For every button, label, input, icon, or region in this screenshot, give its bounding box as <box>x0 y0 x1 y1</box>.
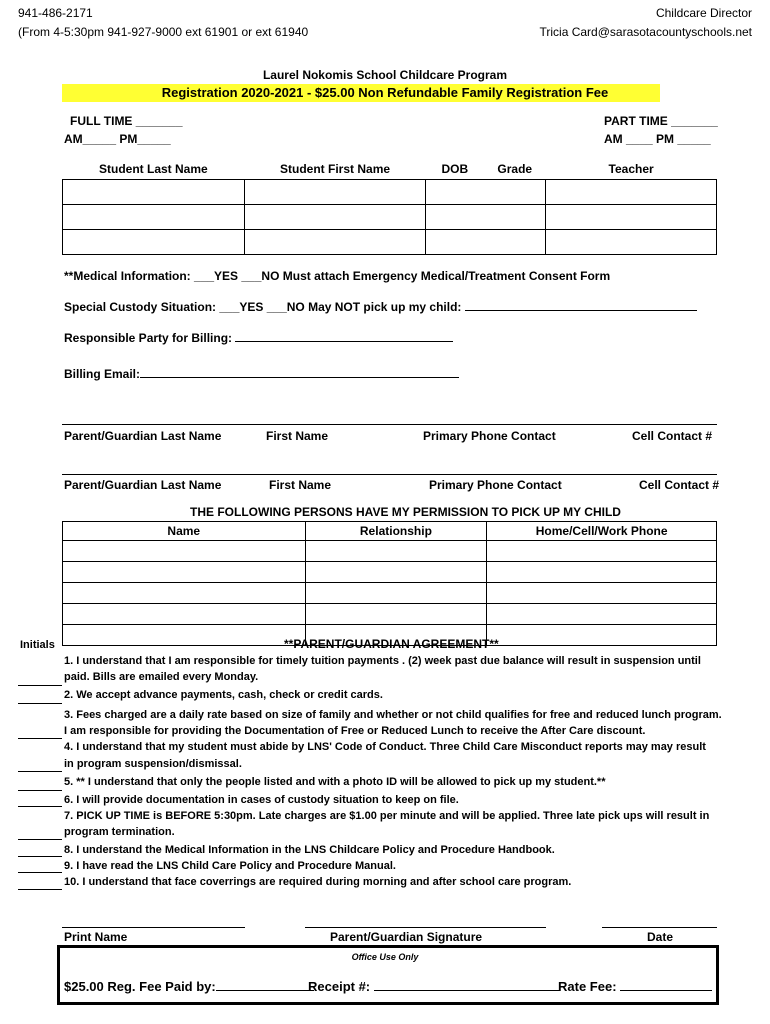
initials-blank[interactable] <box>18 685 62 686</box>
fee-paid-label: $25.00 Reg. Fee Paid by: <box>64 979 216 994</box>
billing-party-field[interactable] <box>64 331 453 345</box>
print-name-line[interactable] <box>62 927 245 928</box>
header-student-first: Student First Name <box>244 159 426 179</box>
initials-blank[interactable] <box>18 790 62 791</box>
header-pickup-phone: Home/Cell/Work Phone <box>487 522 717 541</box>
agreement-line: paid. Bills are emailed every Monday. <box>64 671 259 683</box>
medical-info-field[interactable]: **Medical Information: ___YES ___NO Must attach Emergency Medical/Treatment Consent Form <box>64 269 611 283</box>
guardian2-first-label: First Name <box>269 478 332 492</box>
rate-fee-label: Rate Fee: <box>558 979 621 994</box>
student-first-cell[interactable] <box>244 179 426 204</box>
program-title: Laurel Nokomis School Childcare Program <box>262 68 508 82</box>
guardian2-last-label: Parent/Guardian Last Name <box>64 478 222 492</box>
teacher-cell[interactable] <box>546 204 717 229</box>
pickup-relationship-cell[interactable] <box>305 583 487 604</box>
pickup-row <box>63 541 717 562</box>
pickup-phone-cell[interactable] <box>487 541 717 562</box>
pickup-row <box>63 583 717 604</box>
initials-blank[interactable] <box>18 889 62 890</box>
agreement-line: I am responsible for providing the Documentation of Free or Reduced Lunch to receive the After Care discount. <box>64 725 646 737</box>
initials-label: Initials <box>20 639 55 651</box>
pickup-phone-cell[interactable] <box>487 583 717 604</box>
custody-blank[interactable] <box>465 310 697 311</box>
initials-blank[interactable] <box>18 806 62 807</box>
header-grade: Grade <box>484 159 546 179</box>
pickup-phone-cell[interactable] <box>487 562 717 583</box>
initials-blank[interactable] <box>18 738 62 739</box>
am-pm-left-field[interactable]: AM_____ PM_____ <box>64 132 171 146</box>
director-email: Tricia Card@sarasotacountyschools.net <box>539 25 752 39</box>
agreement-line: program termination. <box>64 826 175 838</box>
pickup-relationship-cell[interactable] <box>305 562 487 583</box>
guardian1-line[interactable] <box>62 424 717 425</box>
teacher-cell[interactable] <box>546 229 717 254</box>
billing-email-field[interactable] <box>64 367 459 381</box>
initials-blank[interactable] <box>18 856 62 857</box>
fee-paid-field[interactable] <box>64 979 314 994</box>
header-dob: DOB <box>426 159 484 179</box>
pickup-row <box>63 562 717 583</box>
initials-blank[interactable] <box>18 771 62 772</box>
guardian2-cell-label: Cell Contact # <box>639 478 720 492</box>
initials-blank[interactable] <box>18 703 62 704</box>
registration-heading: Registration 2020-2021 - $25.00 Non Refundable Family Registration Fee <box>161 85 609 100</box>
header-pickup-name: Name <box>63 522 306 541</box>
agreement-line: 7. PICK UP TIME is BEFORE 5:30pm. Late charges are $1.00 per minute and will be applied. Three late pick ups will result in <box>64 810 710 822</box>
date-label: Date <box>647 930 674 944</box>
guardian2-phone-label: Primary Phone Contact <box>429 478 562 492</box>
office-use-label: Office Use Only <box>351 952 419 962</box>
guardian1-last-label: Parent/Guardian Last Name <box>64 429 222 443</box>
pickup-name-cell[interactable] <box>63 583 306 604</box>
phone-number: 941-486-2171 <box>18 6 93 20</box>
part-time-field[interactable]: PART TIME _______ <box>604 114 718 128</box>
pickup-heading: THE FOLLOWING PERSONS HAVE MY PERMISSION TO PICK UP MY CHILD <box>190 505 621 519</box>
pickup-name-cell[interactable] <box>63 562 306 583</box>
pickup-table <box>62 521 717 646</box>
pickup-relationship-cell[interactable] <box>305 604 487 625</box>
print-name-label: Print Name <box>64 930 128 944</box>
pickup-name-cell[interactable] <box>63 625 306 646</box>
initials-blank[interactable] <box>18 839 62 840</box>
fee-paid-blank[interactable] <box>216 990 314 991</box>
dob-grade-cell[interactable] <box>426 204 546 229</box>
phone-alt: (From 4-5:30pm 941-927-9000 ext 61901 or ext 61940 <box>18 25 309 39</box>
custody-label: Special Custody Situation: ___YES ___NO May NOT pick up my child: <box>64 300 465 314</box>
student-row <box>63 204 717 229</box>
agreement-line: 4. I understand that my student must abide by LNS' Code of Conduct. Three Child Care Misconduct reports may may result <box>64 741 706 753</box>
guardian1-phone-label: Primary Phone Contact <box>423 429 556 443</box>
agreement-line: 9. I have read the LNS Child Care Policy and Procedure Manual. <box>64 860 396 872</box>
student-table-header <box>63 159 717 179</box>
student-first-cell[interactable] <box>244 204 426 229</box>
agreement-line: 10. I understand that face coverrings are required during morning and after school care program. <box>64 876 572 888</box>
student-row <box>63 179 717 204</box>
pickup-row <box>63 604 717 625</box>
receipt-label: Receipt #: <box>308 979 374 994</box>
billing-email-label: Billing Email: <box>64 367 141 381</box>
student-first-cell[interactable] <box>244 229 426 254</box>
header-pickup-relationship: Relationship <box>305 522 487 541</box>
receipt-blank[interactable] <box>374 990 560 991</box>
student-last-cell[interactable] <box>63 229 245 254</box>
pickup-phone-cell[interactable] <box>487 625 717 646</box>
agreement-line: 1. I understand that I am responsible for timely tuition payments . (2) week past due balance will result in suspension until <box>64 655 701 667</box>
agreement-line: 6. I will provide documentation in cases of custody situation to keep on file. <box>64 794 459 806</box>
pickup-relationship-cell[interactable] <box>305 541 487 562</box>
student-last-cell[interactable] <box>63 204 245 229</box>
student-row <box>63 229 717 254</box>
full-time-field[interactable]: FULL TIME _______ <box>70 114 183 128</box>
student-last-cell[interactable] <box>63 179 245 204</box>
guardian2-line[interactable] <box>62 474 717 475</box>
header-teacher: Teacher <box>546 159 717 179</box>
pickup-name-cell[interactable] <box>63 604 306 625</box>
header-student-last: Student Last Name <box>63 159 245 179</box>
agreement-line: 3. Fees charged are a daily rate based on size of family and whether or not child qualifies for free and reduced lunch program. <box>64 709 722 721</box>
custody-field[interactable] <box>64 300 697 314</box>
pickup-name-cell[interactable] <box>63 541 306 562</box>
receipt-field[interactable] <box>308 979 560 994</box>
rate-fee-blank[interactable] <box>620 990 712 991</box>
student-table <box>62 159 717 255</box>
director-title: Childcare Director <box>655 6 752 20</box>
agreement-line: 5. ** I understand that only the people listed and with a photo ID will be allowed to pick up my student.** <box>64 776 606 788</box>
dob-grade-cell[interactable] <box>426 229 546 254</box>
agreement-line: 8. I understand the Medical Information in the LNS Childcare Policy and Procedure Handbook. <box>64 844 555 856</box>
am-pm-right-field[interactable]: AM ____ PM _____ <box>604 132 711 146</box>
billing-party-label: Responsible Party for Billing: <box>64 331 236 345</box>
agreement-heading: **PARENT/GUARDIAN AGREEMENT** <box>284 637 499 651</box>
pickup-table-header <box>63 522 717 541</box>
signature-line[interactable] <box>305 927 546 928</box>
guardian1-first-label: First Name <box>266 429 329 443</box>
rate-fee-field[interactable] <box>558 979 712 994</box>
pickup-phone-cell[interactable] <box>487 604 717 625</box>
agreement-line: 2. We accept advance payments, cash, check or credit cards. <box>64 689 383 701</box>
agreement-line: in program suspension/dismissal. <box>64 758 242 770</box>
billing-email-blank[interactable] <box>140 377 459 378</box>
teacher-cell[interactable] <box>546 179 717 204</box>
signature-label: Parent/Guardian Signature <box>330 930 483 944</box>
billing-party-blank[interactable] <box>235 341 453 342</box>
date-line[interactable] <box>602 927 717 928</box>
guardian1-cell-label: Cell Contact # <box>632 429 713 443</box>
initials-blank[interactable] <box>18 872 62 873</box>
dob-grade-cell[interactable] <box>426 179 546 204</box>
